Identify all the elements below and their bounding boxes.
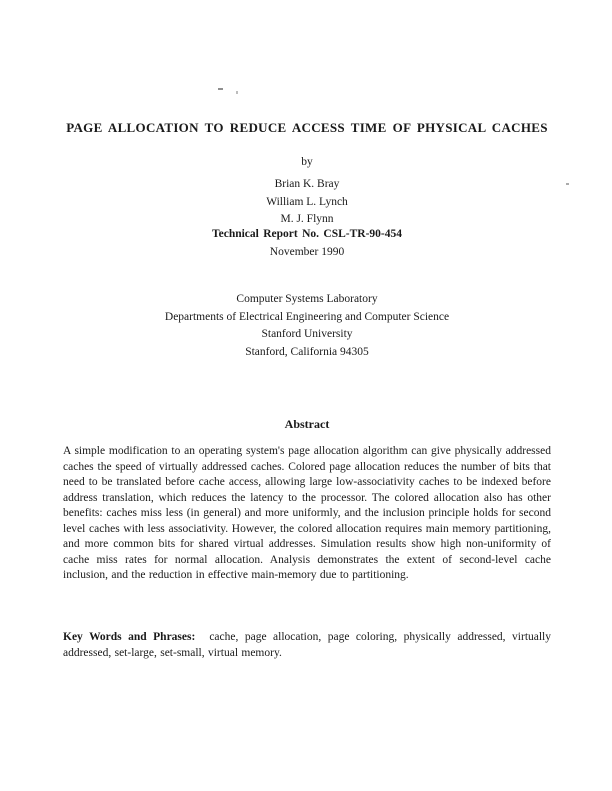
affiliation-block — [63, 291, 551, 361]
affiliation-address: Stanford, California 94305 — [245, 345, 369, 358]
scan-artifact — [566, 183, 569, 185]
affiliation-department: Departments of Electrical Engineering and Computer Science — [164, 310, 450, 323]
keywords-text: cache, page allocation, page coloring, physically addressed, virtually addressed, set-large, set-small, virtual memory. — [63, 631, 552, 659]
author-name: William L. Lynch — [266, 195, 348, 208]
abstract-text: A simple modification to an operating system's page allocation algorithm can give physically addressed caches the speed of virtually addressed caches. Colored page allocation reduces the number of bits that need to be translated before cache access, allowing large low-associativity caches to be indexed before address translation, which reduces the latency to the processor. The colored allocation also has other benefits: caches miss less (in general) and more uniformly, and the inclusion principle holds for second level caches with less associativity. However, the colored allocation requires main memory partitioning, and more common bits for shared virtual addresses. Simulation results show high non-uniformity of cache miss rates for normal allocation. Analysis demonstrates the extent of second-level cache inclusion, and the reduction in effective main-memory due to partitioning. — [63, 445, 551, 581]
report-number: Technical Report No. CSL-TR-90-454 — [212, 228, 402, 240]
affiliation-lab: Computer Systems Laboratory — [236, 293, 378, 305]
keywords-paragraph — [63, 630, 551, 661]
content-column — [63, 0, 551, 791]
report-title: PAGE ALLOCATION TO REDUCE ACCESS TIME OF PHYSICAL CACHES — [66, 120, 548, 135]
byline: by — [301, 156, 313, 168]
report-date: November 1990 — [269, 246, 345, 258]
author-list — [63, 176, 551, 229]
keywords-label: Key Words and Phrases: — [63, 631, 196, 643]
author-name: M. J. Flynn — [280, 213, 334, 225]
affiliation-university: Stanford University — [261, 328, 353, 340]
author-name: Brian K. Bray — [274, 178, 340, 190]
abstract-heading: Abstract — [284, 417, 330, 431]
